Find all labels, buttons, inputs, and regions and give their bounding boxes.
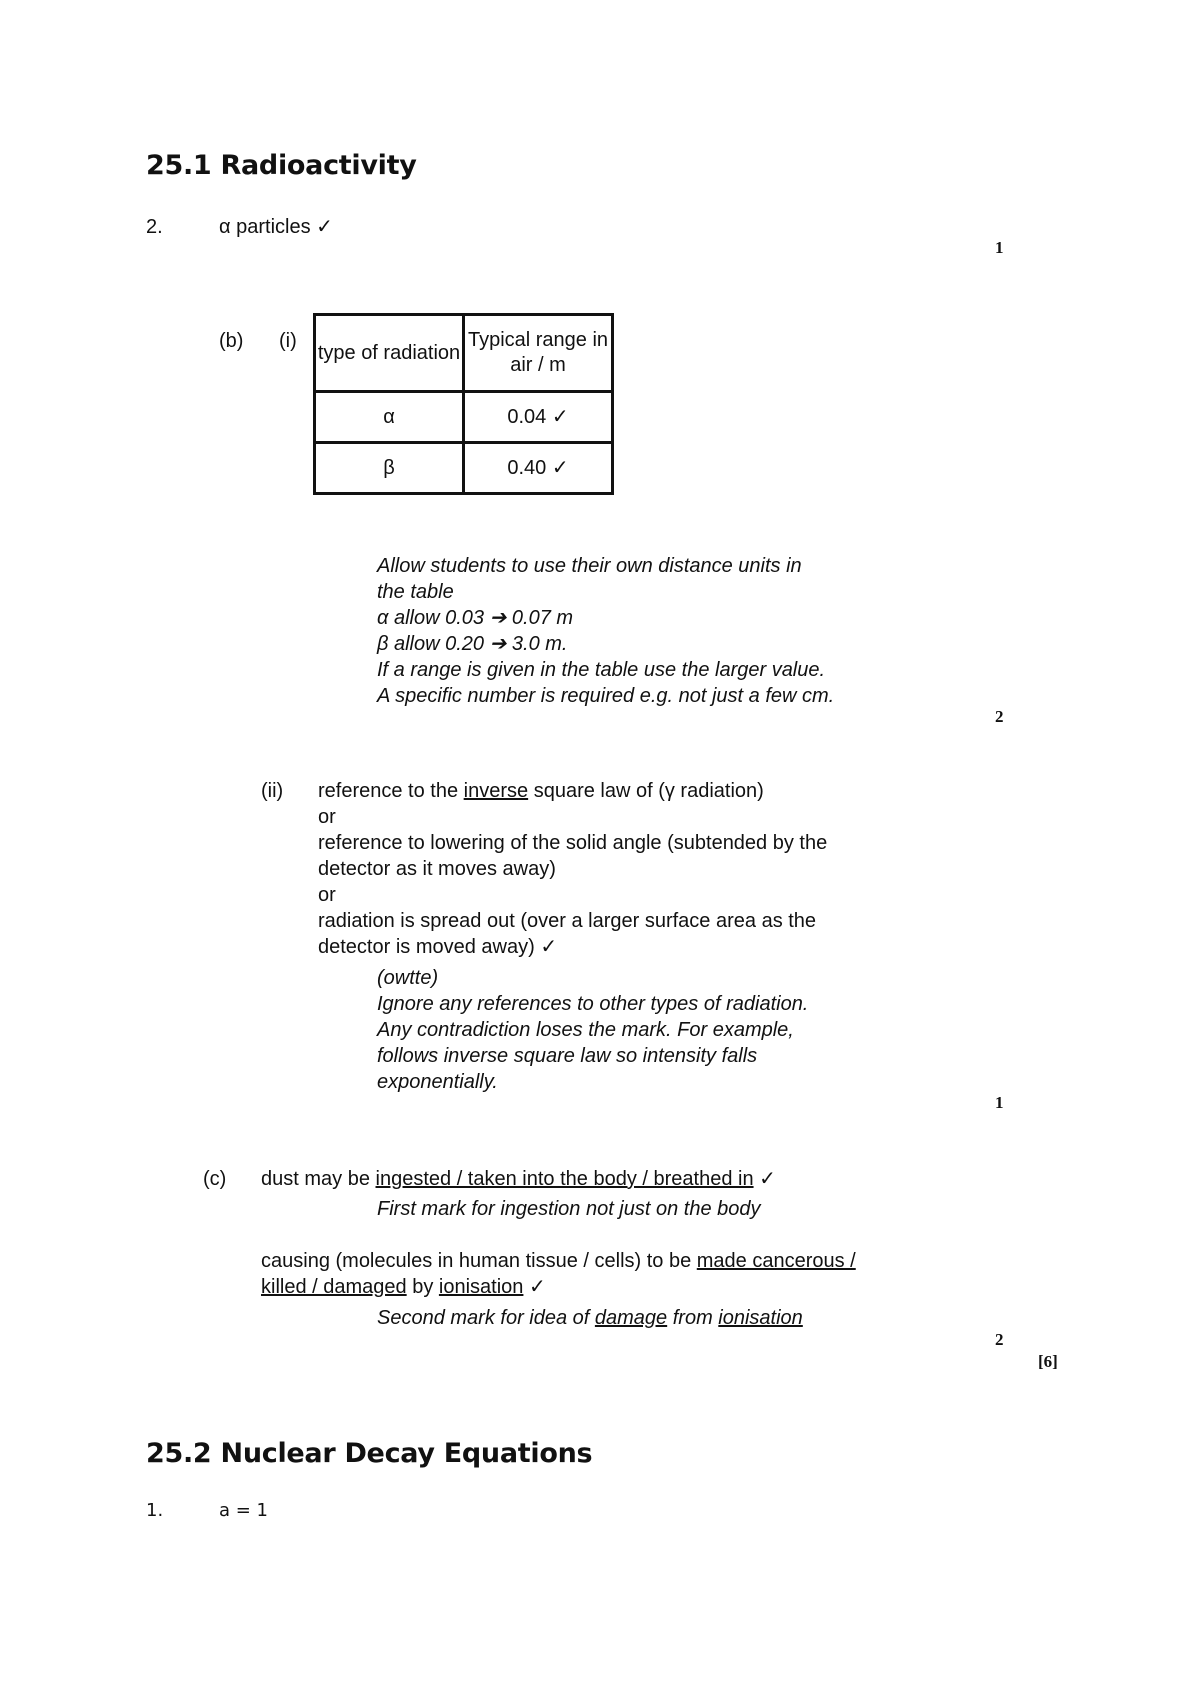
answer-line-3: detector as it moves away) [318,858,556,880]
underlined-span: killed / damaged [261,1276,407,1298]
note-line: Allow students to use their own distance units in [377,555,802,577]
text-span: ✓ [753,1168,776,1190]
note-line: A specific number is required e.g. not just a few cm. [377,685,835,707]
table-cell: β [315,443,464,494]
answer-c-line-1 [261,1166,776,1192]
table-header-range: Typical range in air / m [464,315,613,392]
section-heading-nuclear-decay: 25.2 Nuclear Decay Equations [146,1438,593,1469]
note-line: Ignore any references to other types of radiation. [377,993,809,1015]
answer-line-2: reference to lowering of the solid angle (subtended by the [318,832,828,854]
question-number-1: 1. [146,1500,164,1521]
note-line: First mark for ingestion not just on the body [377,1198,761,1220]
note-line: β allow 0.20 ➔ 3.0 m. [377,633,568,655]
text-span: dust may be [261,1168,376,1190]
table-cell: 0.40 ✓ [464,443,613,494]
text-span: causing (molecules in human tissue / cells) to be [261,1250,697,1272]
note-line: α allow 0.03 ➔ 0.07 m [377,607,574,629]
table-cell: 0.04 ✓ [464,392,613,443]
underlined-span: ionisation [438,1276,524,1298]
answer-c-line-3 [261,1274,546,1300]
or-separator: or [318,806,336,828]
note-line [377,1305,803,1331]
answer-alpha-particles: α particles ✓ [219,216,333,238]
answer-a-equals-1: a = 1 [219,1500,269,1521]
text-span: square law of (γ radiation) [528,780,764,802]
answer-line-5: detector is moved away) ✓ [318,936,558,958]
text-span: Second mark for idea of [377,1307,595,1329]
section-heading-radioactivity: 25.1 Radioactivity [146,150,417,181]
underlined-span: damage [594,1307,668,1329]
underlined-span: ingested / taken into the body / breathed in [375,1168,754,1190]
answer-line-1 [318,778,764,804]
sub-label-ii: (ii) [261,780,284,802]
table-row [315,392,613,443]
underlined-span: made cancerous / [696,1250,856,1272]
text-span: from [667,1307,719,1329]
or-separator: or [318,884,336,906]
note-line: (owtte) [377,967,439,989]
answer-line-4: radiation is spread out (over a larger surface area as the [318,910,817,932]
sub-label-i: (i) [279,330,297,352]
answer-c-line-2 [261,1248,856,1274]
table-header-row [315,315,613,392]
note-line: If a range is given in the table use the larger value. [377,659,826,681]
question-number-2: 2. [146,216,163,238]
underlined-span: ionisation [718,1307,803,1329]
note-line: follows inverse square law so intensity falls [377,1045,758,1067]
table-cell: α [315,392,464,443]
text-span: ✓ [523,1276,546,1298]
note-line: the table [377,581,454,603]
total-marks: [6] [1038,1352,1058,1371]
note-line: Any contradiction loses the mark. For example, [377,1019,794,1041]
part-label-b: (b) [219,330,244,352]
mark-b-ii: 1 [995,1093,1004,1112]
text-span: reference to the [318,780,464,802]
mark-c: 2 [995,1330,1004,1349]
note-line: exponentially. [377,1071,498,1093]
range-table [313,313,614,495]
part-label-c: (c) [203,1168,227,1190]
mark-b-i: 2 [995,707,1004,726]
text-span: by [406,1276,439,1298]
table-row [315,443,613,494]
underlined-span: inverse [463,780,529,802]
mark-q2: 1 [995,238,1004,257]
table-header-type: type of radiation [315,315,464,392]
